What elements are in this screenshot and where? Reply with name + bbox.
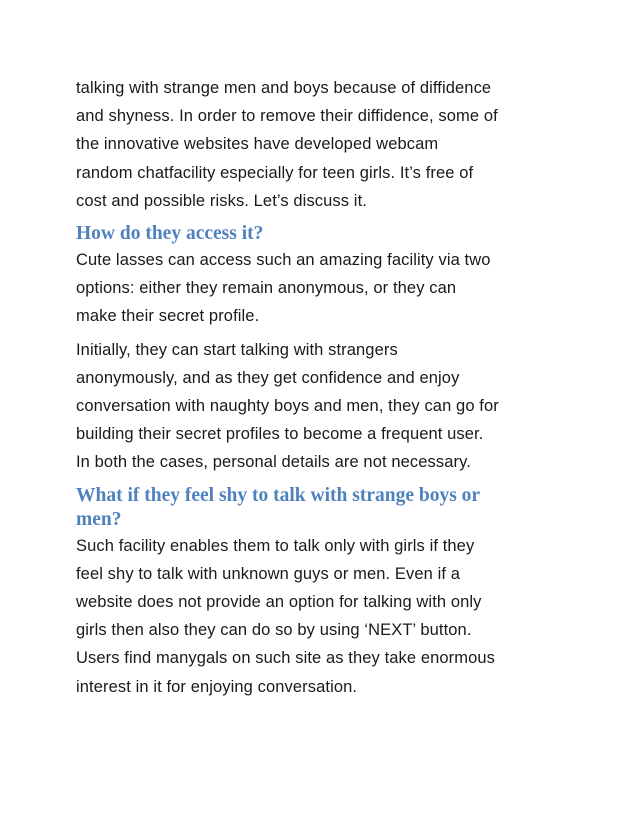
text-line: website does not provide an option for talking with only — [76, 593, 482, 612]
text-line: feel shy to talk with unknown guys or men. Even if a — [76, 564, 460, 583]
text-line: cost and possible risks. Let’s discuss it. — [76, 191, 367, 210]
access-paragraph-1 — [76, 246, 576, 331]
shy-paragraph-1 — [76, 532, 576, 701]
text-line: building their secret profiles to become a frequent user. — [76, 425, 484, 444]
text-line: random chatfacility especially for teen girls. It’s free of — [76, 163, 474, 182]
text-line: conversation with naughty boys and men, they can go for — [76, 397, 499, 416]
heading-line: What if they feel shy to talk with strange boys or — [76, 484, 481, 506]
text-line: make their secret profile. — [76, 307, 260, 326]
heading-line: How do they access it? — [76, 223, 264, 245]
text-line: In both the cases, personal details are not necessary. — [76, 453, 471, 472]
heading-line: men? — [76, 508, 122, 530]
section-heading-access — [76, 222, 576, 246]
text-line: Cute lasses can access such an amazing facility via two — [76, 251, 491, 270]
text-line: Users find manygals on such site as they take enormous — [76, 649, 496, 668]
section-heading-shy — [76, 484, 576, 532]
intro-paragraph — [76, 74, 576, 215]
text-line: the innovative websites have developed webcam — [76, 135, 439, 154]
text-line: options: either they remain anonymous, or they can — [76, 279, 457, 298]
text-line: Such facility enables them to talk only with girls if they — [76, 536, 475, 555]
text-line: girls then also they can do so by using ‘NEXT’ button. — [76, 621, 472, 640]
text-line: talking with strange men and boys because of diffidence — [76, 79, 492, 97]
document-page — [76, 74, 576, 701]
text-line: interest in it for enjoying conversation. — [76, 677, 358, 696]
text-line: anonymously, and as they get confidence and enjoy — [76, 368, 460, 387]
text-line: and shyness. In order to remove their diffidence, some of — [76, 107, 498, 126]
text-line: Initially, they can start talking with strangers — [76, 340, 398, 359]
access-paragraph-2 — [76, 336, 576, 477]
